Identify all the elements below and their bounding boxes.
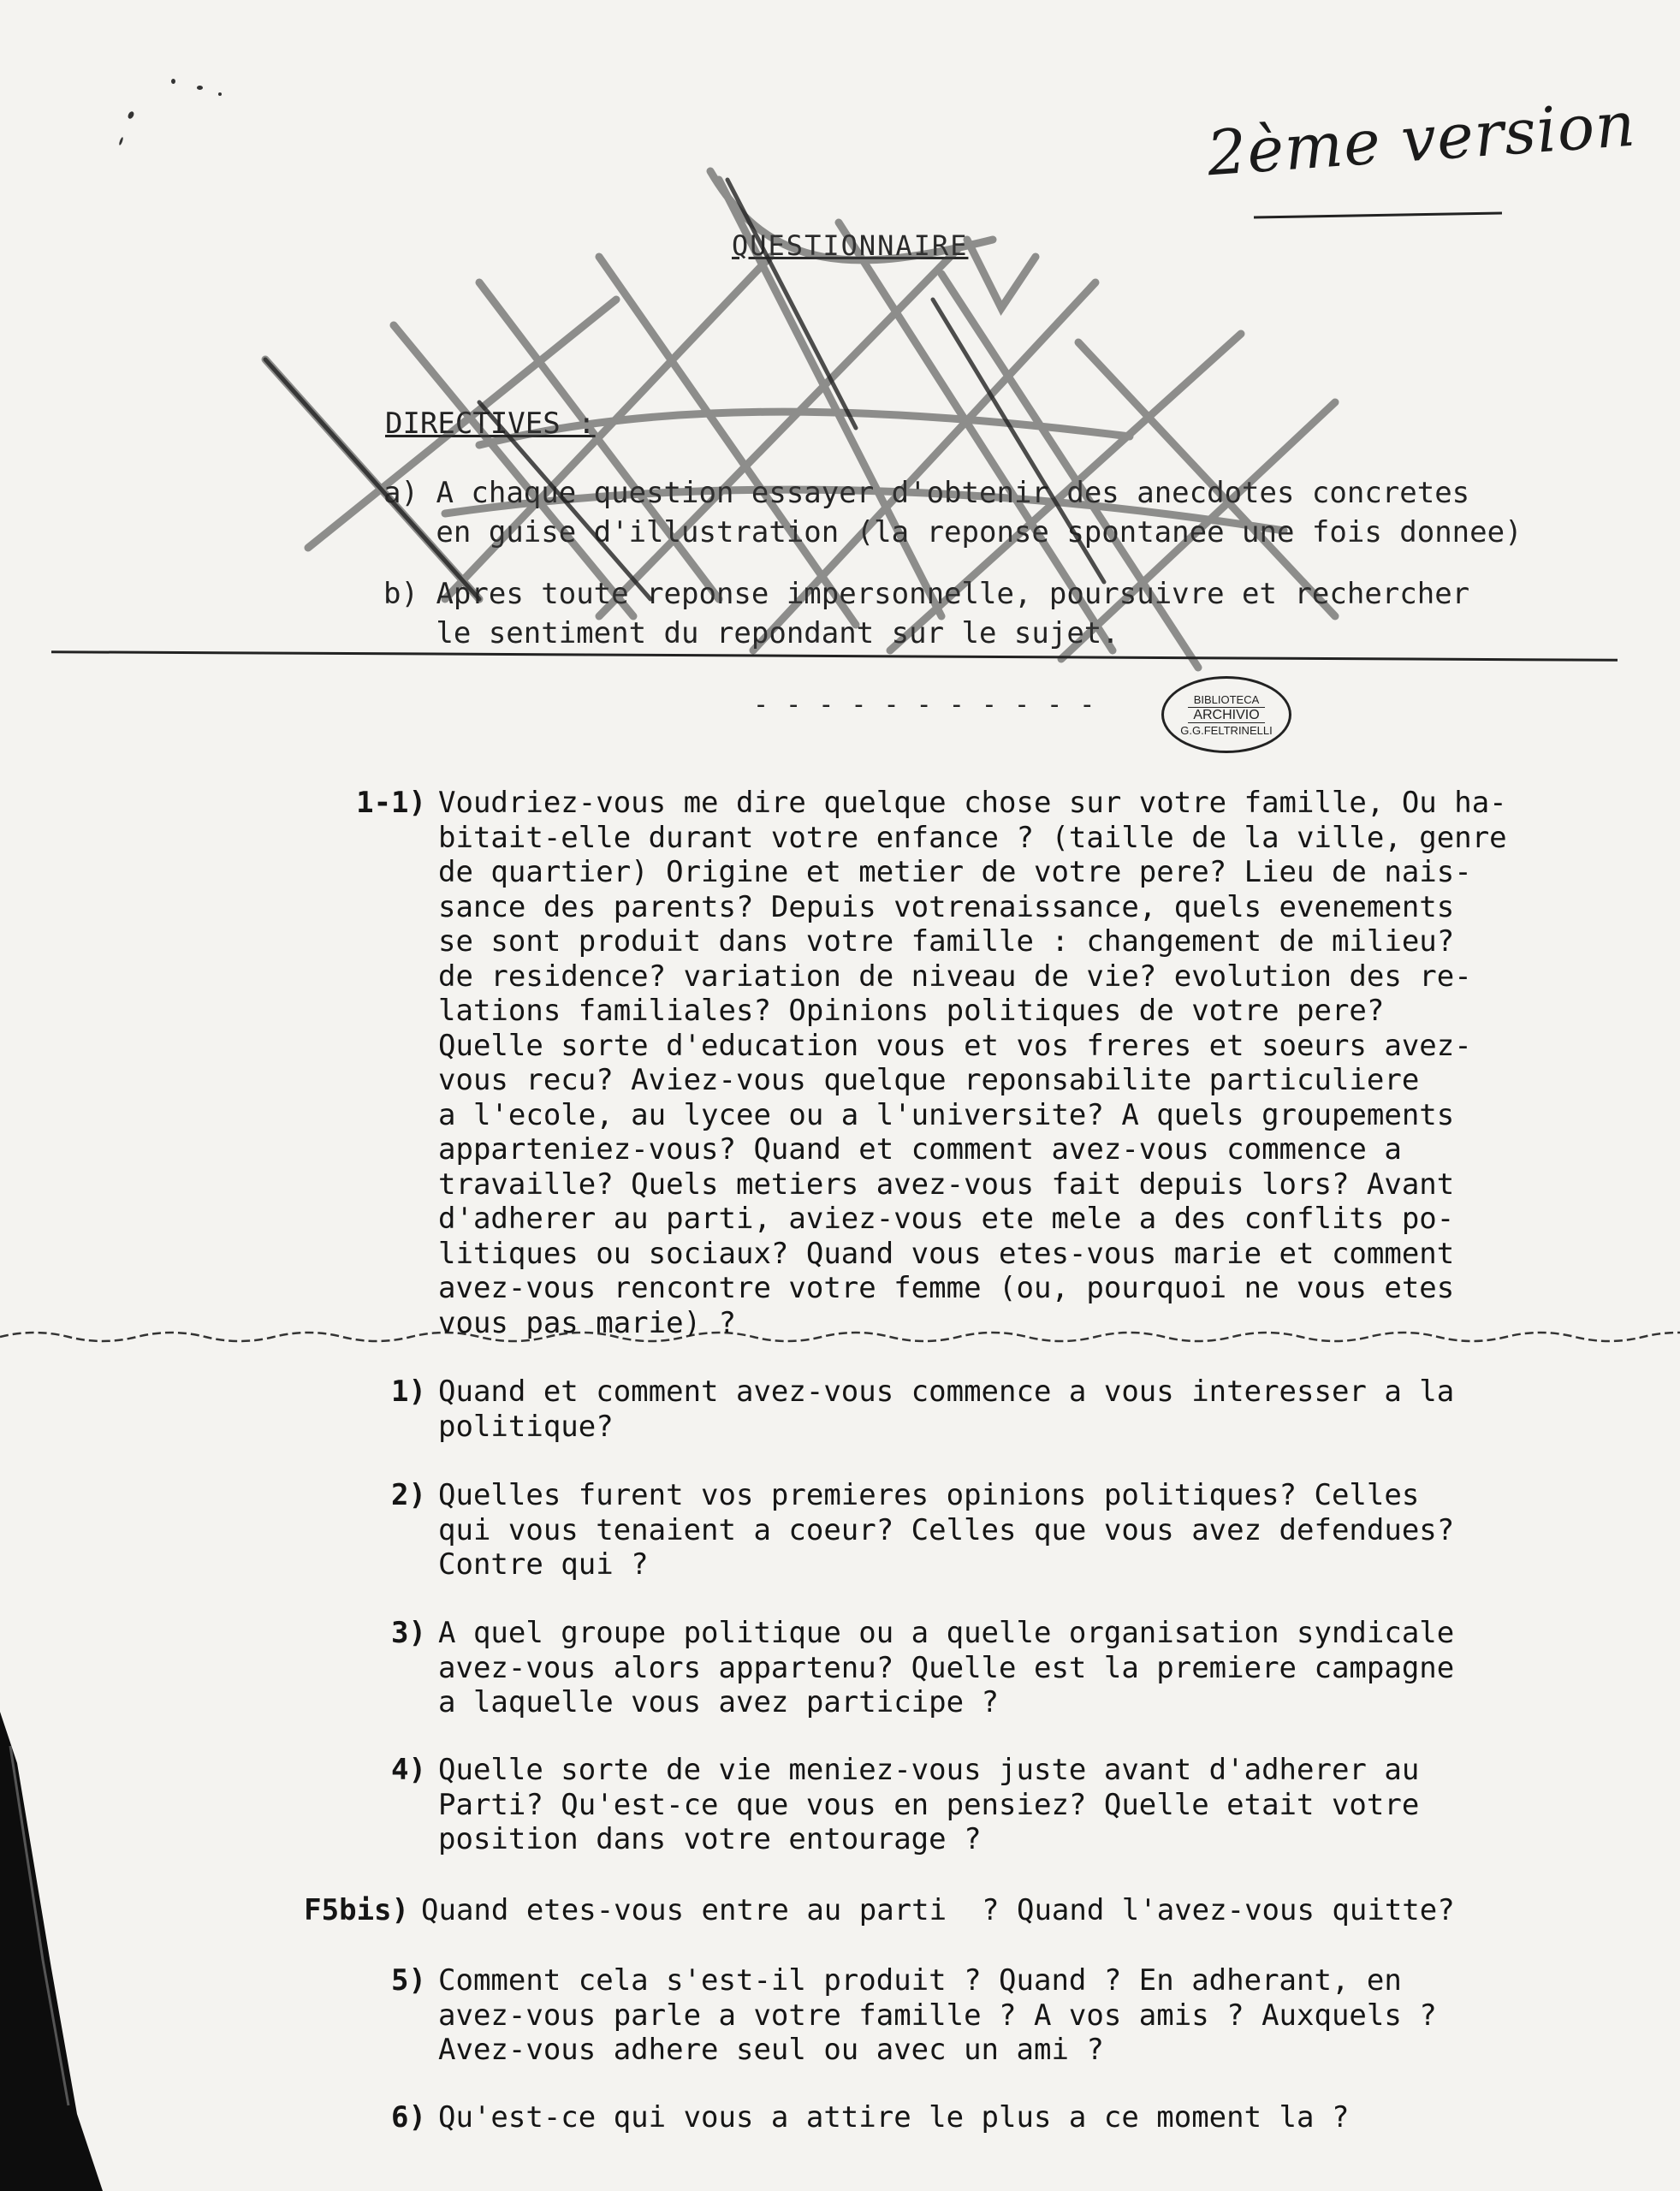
ink-speck (118, 137, 123, 145)
handwritten-annotation: 2ème version (1204, 87, 1638, 190)
question-line: Contre qui ? (438, 1547, 649, 1582)
question-line: position dans votre entourage ? (438, 1822, 982, 1856)
question-line: Quelles furent vos premieres opinions politiques? Celles (438, 1478, 1420, 1512)
question-line: qui vous tenaient a coeur? Celles que vous avez defendues? (438, 1512, 1455, 1547)
directives-heading: DIRECTIVES : (385, 407, 596, 441)
directive-line: Apres toute reponse impersonnelle, poursuivre et rechercher (436, 577, 1470, 611)
question-1-1 (356, 786, 1507, 1340)
question-line: litiques ou sociaux? Quand vous etes-vous marie et comment (438, 1236, 1455, 1271)
question-line: Parti? Qu'est-ce que vous en pensiez? Quelle etait votre (438, 1787, 1420, 1822)
question-number: 2) (391, 1478, 426, 1512)
document-title: QUESTIONNAIRE (732, 229, 969, 262)
question-line: a laquelle vous avez participe ? (438, 1685, 1000, 1719)
dash-separator: - - - - - - - - - - - (753, 690, 1096, 720)
question-line: apparteniez-vous? Quand et comment avez-vous commence a (438, 1132, 1402, 1167)
question-line: a l'ecole, au lycee ou a l'universite? A quels groupements (438, 1097, 1455, 1132)
question-line: Comment cela s'est-il produit ? Quand ? En adherant, en (438, 1963, 1402, 1998)
directive-label: b) (383, 577, 419, 611)
question-line: vous recu? Aviez-vous quelque reponsabilite particuliere (438, 1063, 1420, 1097)
question-line: politique? (438, 1409, 614, 1444)
question-4 (391, 1753, 1420, 1857)
question-line: lations familiales? Opinions politiques de votre pere? (438, 994, 1385, 1028)
question-number: 4) (391, 1753, 426, 1787)
question-line: vous pas marie) ? (438, 1305, 736, 1340)
question-line: Avez-vous adhere seul ou avec un ami ? (438, 2033, 1104, 2067)
question-line: Quand etes-vous entre au parti ? Quand l'avez-vous quitte? (421, 1893, 1455, 1927)
handwritten-underline (1254, 211, 1502, 218)
question-line: travaille? Quels metiers avez-vous fait depuis lors? Avant (438, 1167, 1455, 1202)
ink-speck (127, 110, 135, 120)
ink-speck (218, 92, 222, 96)
question-5bis (304, 1893, 1455, 1928)
ink-speck (171, 79, 175, 84)
directive-line: A chaque question essayer d'obtenir des anecdotes concretes (436, 476, 1470, 510)
question-line: bitait-elle durant votre enfance ? (taille de la ville, genre (438, 820, 1507, 855)
question-number: 3) (391, 1616, 426, 1650)
question-6 (391, 2100, 1350, 2135)
question-line: sance des parents? Depuis votrenaissance, quels evenements (438, 889, 1455, 924)
stamp-top: BIBLIOTECA (1193, 692, 1260, 706)
question-number: 1-1) (356, 786, 426, 820)
question-line: Quelle sorte d'education vous et vos freres et soeurs avez- (438, 1028, 1472, 1063)
question-number: 6) (391, 2100, 426, 2135)
question-line: se sont produit dans votre famille : changement de milieu? (438, 924, 1455, 959)
question-1 (391, 1375, 1455, 1444)
archive-stamp (1161, 676, 1291, 753)
question-line: avez-vous parle a votre famille ? A vos amis ? Auxquels ? (438, 1998, 1437, 2033)
question-line: Qu'est-ce qui vous a attire le plus a ce moment la ? (438, 2100, 1350, 2135)
directive-a (383, 473, 1523, 552)
question-number: F5bis) (304, 1893, 409, 1927)
question-line: de residence? variation de niveau de vie? evolution des re- (438, 959, 1472, 994)
directive-line: en guise d'illustration (la reponse spontanee une fois donnee) (436, 515, 1523, 549)
directive-label: a) (383, 476, 419, 510)
question-line: Voudriez-vous me dire quelque chose sur votre famille, Ou ha- (438, 786, 1507, 820)
question-line: de quartier) Origine et metier de votre pere? Lieu de nais- (438, 855, 1472, 889)
torn-edge (0, 1712, 120, 2191)
question-3 (391, 1616, 1455, 1720)
question-line: avez-vous alors appartenu? Quelle est la premiere campagne (438, 1650, 1455, 1685)
question-line: A quel groupe politique ou a quelle organisation syndicale (438, 1616, 1455, 1650)
question-2 (391, 1478, 1455, 1582)
ink-speck (197, 86, 203, 90)
stamp-middle: ARCHIVIO (1188, 707, 1264, 723)
question-line: Quelle sorte de vie meniez-vous juste avant d'adherer au (438, 1753, 1420, 1787)
question-number: 5) (391, 1963, 426, 1998)
question-5 (391, 1963, 1437, 2068)
directive-line: le sentiment du repondant sur le sujet. (436, 616, 1119, 650)
question-line: Quand et comment avez-vous commence a vous interesser a la (438, 1375, 1455, 1409)
question-line: d'adherer au parti, aviez-vous ete mele a des conflits po- (438, 1202, 1455, 1236)
question-line: avez-vous rencontre votre femme (ou, pourquoi ne vous etes (438, 1271, 1455, 1305)
stamp-bottom: G.G.FELTRINELLI (1180, 723, 1273, 737)
directive-b (383, 574, 1469, 653)
question-number: 1) (391, 1375, 426, 1409)
